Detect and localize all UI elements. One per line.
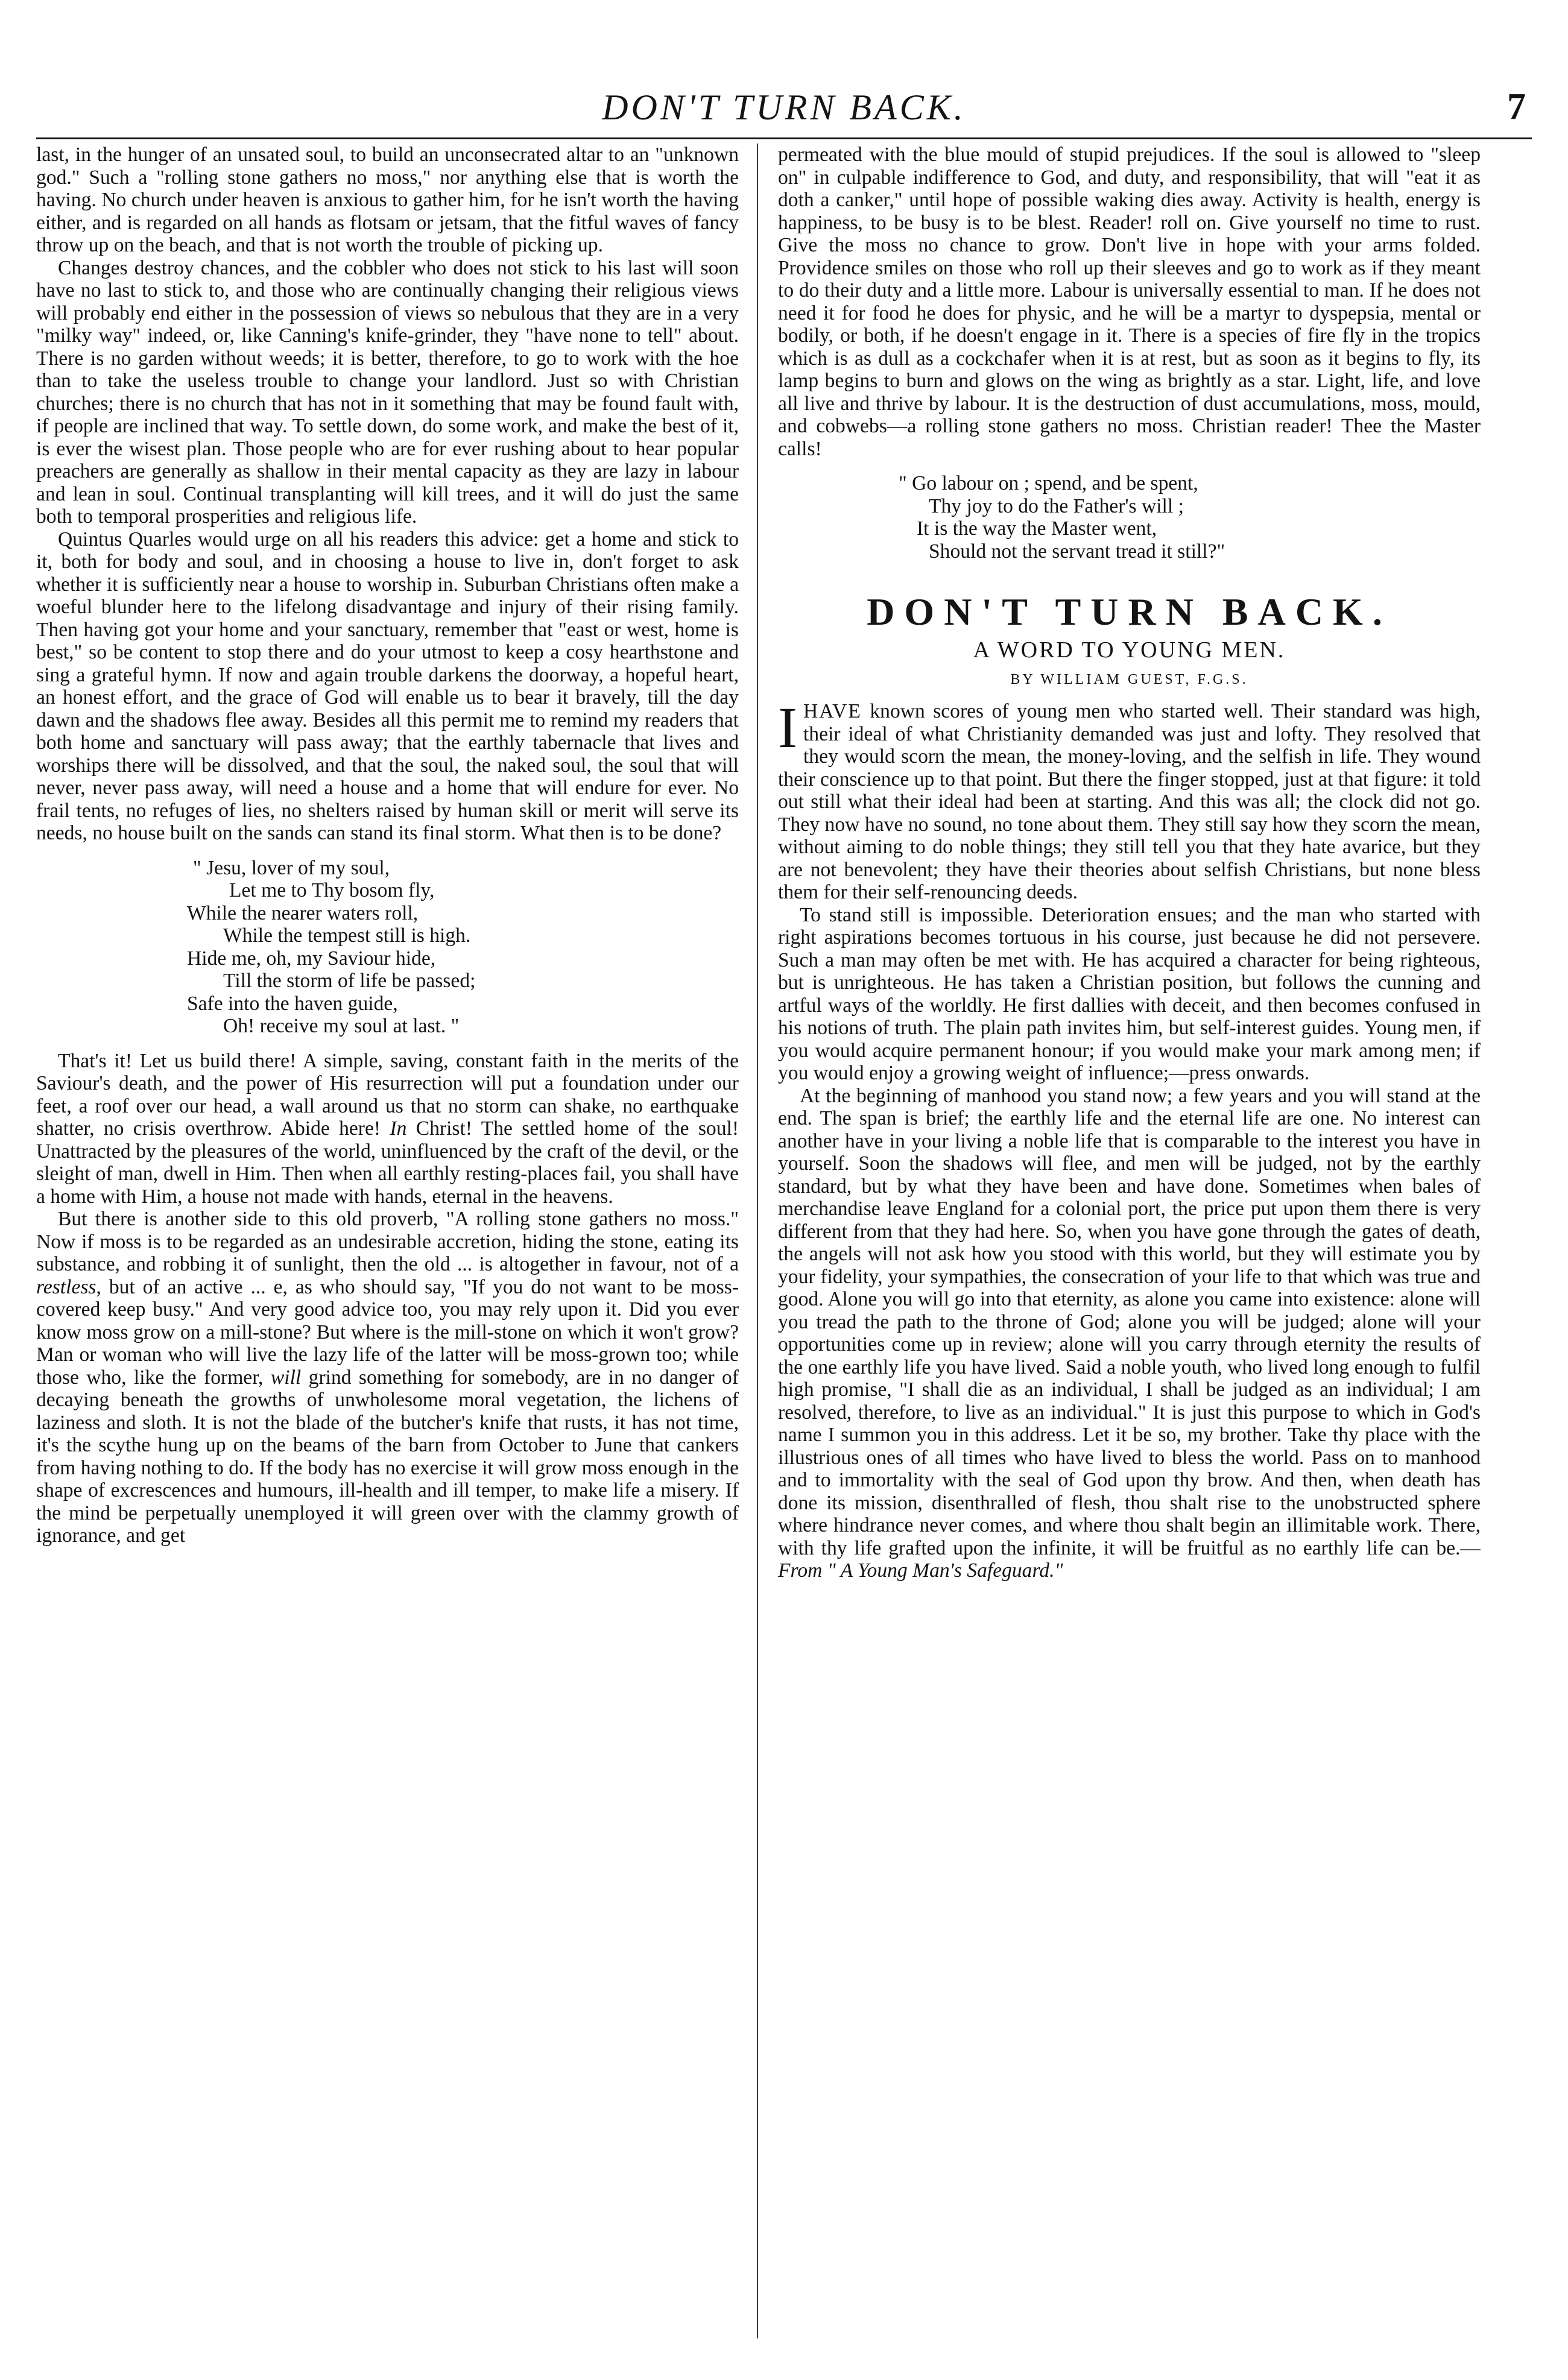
left-paragraph-5: But there is another side to this old proverb, "A rolling stone gathers no moss." Now if moss is to be regarded as an undesirable accretion, hiding the stone, eating its substance, and robbing it of sunlight, then the old ... is altogether in favour, not of a restless, but of an active ... e, as who should say, "If you do not want to be moss-covered keep busy." And very good advice too, you may rely upon it. Did you ever know moss grow on a mill-stone? But where is the mill-stone on which it won't grow? Man or woman who will live the lazy life of the latter will be moss-grown too; while those who, like the former, will grind something for somebody, are in no danger of decaying beneath the growths of unwholesome moral vegetation, the lichens of laziness and sloth. It is not the blade of the butcher's knife that rusts, it has not time, it's the scythe hung up on the beams of the barn from October to June that cankers from having nothing to do. If the body has no exercise it will grow moss enough in the shape of excrescences and humours, ill-health and ill temper, to make life a misery. If the mind be perpetually unemployed it will green over with the clammy growth of ignorance, and get (36, 1208, 739, 1547)
running-head (36, 83, 1532, 139)
poem-line: Oh! receive my soul at last. " (223, 1015, 460, 1037)
poem-line: Hide me, oh, my Saviour hide, (187, 947, 436, 970)
source-citation: From " A Young Man's Safeguard." (778, 1559, 1063, 1582)
poem-line: Thy joy to do the Father's will ; (929, 494, 1184, 517)
poem-line: Should not the servant tread it still?" (929, 540, 1225, 563)
left-paragraph-4: That's it! Let us build there! A simple, saving, constant faith in the merits of the Saviour's death, and the power of His resurrection will put a foundation under our feet, a roof over our head, a wall around us that no storm can shake, no earthquake shatter, no crisis overthrow. Abide here! In Christ! The settled home of the soul! Unattracted by the pleasures of the world, uninfluenced by the craft of the devil, or the sleight of man, dwell in Him. Then when all earthly resting-places fail, you shall have a home with Him, a house not made with hands, eternal in the heavens. (36, 1049, 739, 1208)
poem-line: Till the storm of life be passed; (223, 970, 476, 992)
article-title: DON'T TURN BACK. (867, 590, 1392, 633)
poem-line: " Go labour on ; spend, and be spent, (899, 472, 1198, 494)
poem-line: While the nearer waters roll, (187, 901, 419, 924)
running-title: DON'T TURN BACK. (602, 87, 966, 127)
article-subtitle: A WORD TO YOUNG MEN. (973, 637, 1286, 663)
poem-line: Let me to Thy bosom fly, (229, 879, 435, 901)
hymn-go-labour-on (778, 472, 1481, 563)
page-number: 7 (1507, 86, 1526, 127)
right-paragraph-4: At the beginning of manhood you stand now; a few years and you will stand at the end. The span is brief; the earthly life and the eternal life are one. No interest can another have in your living a noble life that is comparable to the interest you have in yourself. Soon the shadows will flee, and men will be judged, not by the earthly standard, but by what they have been and have done. Sometimes when bales of merchandise leave England for a colonial port, the price put upon them there is very different from that they had here. So, when you have gone through the gates of death, the angels will not ask how you stood with this world, but they will estimate you by your fidelity, your sympathies, the consecration of your life to that which was true and good. Alone you will go into that eternity, as alone you came into existence: alone will you tread the path to the throne of God; alone you will be judged; alone will your opportunities come up in review; alone will you carry through eternity the results of the one earthly life you have lived. Said a noble youth, who lived long enough to fulfil high promise, "I shall die as an individual, I shall be judged as an individual; I am resolved, therefore, to live as an individual." It is just this purpose to which in God's name I summon you in this address. Let it be so, my brother. Take thy place with the illustrious ones of all times who have lived to bless the world. Pass on to manhood and to immortality with the seal of God upon thy brow. And then, when death has done its mission, disenthralled of flesh, thou shalt rise to the unobstructed sphere where hindrance never comes, and where thou shalt begin an illimitable work. There, with thy life grafted upon the infinite, it will be fruitful as no earthly life can be.—From " A Young Man's Safeguard." (778, 1084, 1481, 1582)
drop-cap: I (778, 695, 797, 760)
poem-line: Safe into the haven guide, (187, 992, 398, 1015)
left-paragraph-3: Quintus Quarles would urge on all his readers this advice: get a home and stick to it, both for body and soul, and in choosing a house to live in, don't forget to ask whether it is sufficiently near a house to worship in. Suburban Christians often make a woeful blunder here to the lifelong disadvantage and injury of their rising family. Then having got your home and your sanctuary, remember that "east or west, home is best," so be content to stop there and do your utmost to keep a cosy hearthstone and sing a grateful hymn. If now and again trouble darkens the doorway, a hopeful heart, an honest effort, and the grace of God will enable us to bear it bravely, till the day dawn and the shadows flee away. Besides all this permit me to remind my readers that both home and sanctuary will pass away; that the earthly tabernacle that lives and worships there will be dissolved, and that the soul, the naked soul, the soul that will never, never pass away, will need a house and a home that will endure for ever. No frail tents, no refuges of lies, no shelters raised by human skill or merit will serve its needs, no house built on the sands can stand its final storm. What then is to be done? (36, 528, 739, 844)
article-byline: BY WILLIAM GUEST, F.G.S. (1010, 672, 1248, 687)
left-paragraph-2: Changes destroy chances, and the cobbler who does not stick to his last will soon have no last to stick to, and those who are continually changing their religious views will probably end either in the possession of views so nebulous that they are in a very "milky way" indeed, or, like Canning's knife-grinder, they "have none to tell" about. There is no garden without weeds; it is better, therefore, to go to work with the hoe than to take the useless trouble to change your landlord. Just so with Christian churches; there is no church that has not in it something that may be found fault with, if people are inclined that way. To settle down, do some work, and make the best of it, is ever the wisest plan. Those people who are for ever rushing about to hear popular preachers are generally as shallow in their mental capacity as they are lazy in labour and lean in soul. Continual transplanting will kill trees, and it will do just the same both to temporal prosperities and religious life. (36, 256, 739, 528)
right-paragraph-1: permeated with the blue mould of stupid prejudices. If the soul is allowed to "sleep on" in culpable indifference to God, and duty, and responsibility, that will "eat it as doth a canker," until hope of possible waking dies away. Activity is health, energy is happiness, to be busy is to be blest. Reader! roll on. Give yourself no time to rust. Give the moss no chance to grow. Don't live in hope with your arms folded. Providence smiles on those who roll up their sleeves and go to work as if they meant to do their duty and a little more. Labour is universally essential to man. If he does not need it for food he does for physic, and he will be a martyr to dyspepsia, mental or bodily, or both, if he doesn't engage in it. There is a species of fire fly in the tropics which is as dull as a cockchafer when it is at rest, but as soon as it begins to fly, its lamp begins to burn and glows on the wing as brightly as a star. Light, life, and love all live and thrive by labour. It is the destruction of dust accumulations, moss, mould, and cobwebs—a rolling stone gathers no moss. Christian reader! Thee the Master calls! (778, 144, 1481, 460)
left-paragraph-1: last, in the hunger of an unsated soul, to build an unconsecrated altar to an "unknown god." Such a "rolling stone gathers no moss," nor anything else that is worth the having. No church under heaven is anxious to gather him, for he isn't worth the having either, and is regarded on all hands as flotsam or jetsam, that the fitful waves of fancy throw up on the beach, and that is not worth the trouble of picking up. (36, 144, 739, 256)
right-paragraph-3: To stand still is impossible. Deterioration ensues; and the man who started with right aspirations becomes tortuous in his course, just because he did not persevere. Such a man may often be met with. He has acquired a character for being righteous, but is unrighteous. He has taken a Christian position, but follows the cunning and artful ways of the worldly. He first dallies with deceit, and then becomes confused in his notions of truth. The plain path invites him, but self-interest guides. Young men, if you would acquire permanent honour; if you would make your mark among men; if you would enjoy a growing weight of influence;—press onwards. (778, 903, 1481, 1084)
poem-line: While the tempest still is high. (223, 924, 471, 947)
hymn-jesu-lover (36, 857, 739, 1038)
column-rule (757, 144, 758, 2338)
poem-line: It is the way the Master went, (917, 517, 1157, 540)
right-paragraph-2: IHAVE known scores of young men who started well. Their standard was high, their ideal of what Christianity demanded was just and lofty. They resolved that they would scorn the mean, the money-loving, and the selfish in life. They wound their conscience up to that point. But there the finger stopped, just at that figure: it told out still what their ideal had been at starting. And this was all; the clock did not go. They now have no sound, no tone about them. They still say how they scorn the mean, without aiming to do noble things; they still tell you that they hate avarice, but they are not benevolent; they have their theories about selfish Christians, but none bless them for their self-renouncing deeds. (778, 695, 1481, 903)
left-column (36, 144, 739, 2338)
right-column (778, 144, 1481, 2338)
poem-line: " Jesu, lover of my soul, (193, 856, 390, 879)
